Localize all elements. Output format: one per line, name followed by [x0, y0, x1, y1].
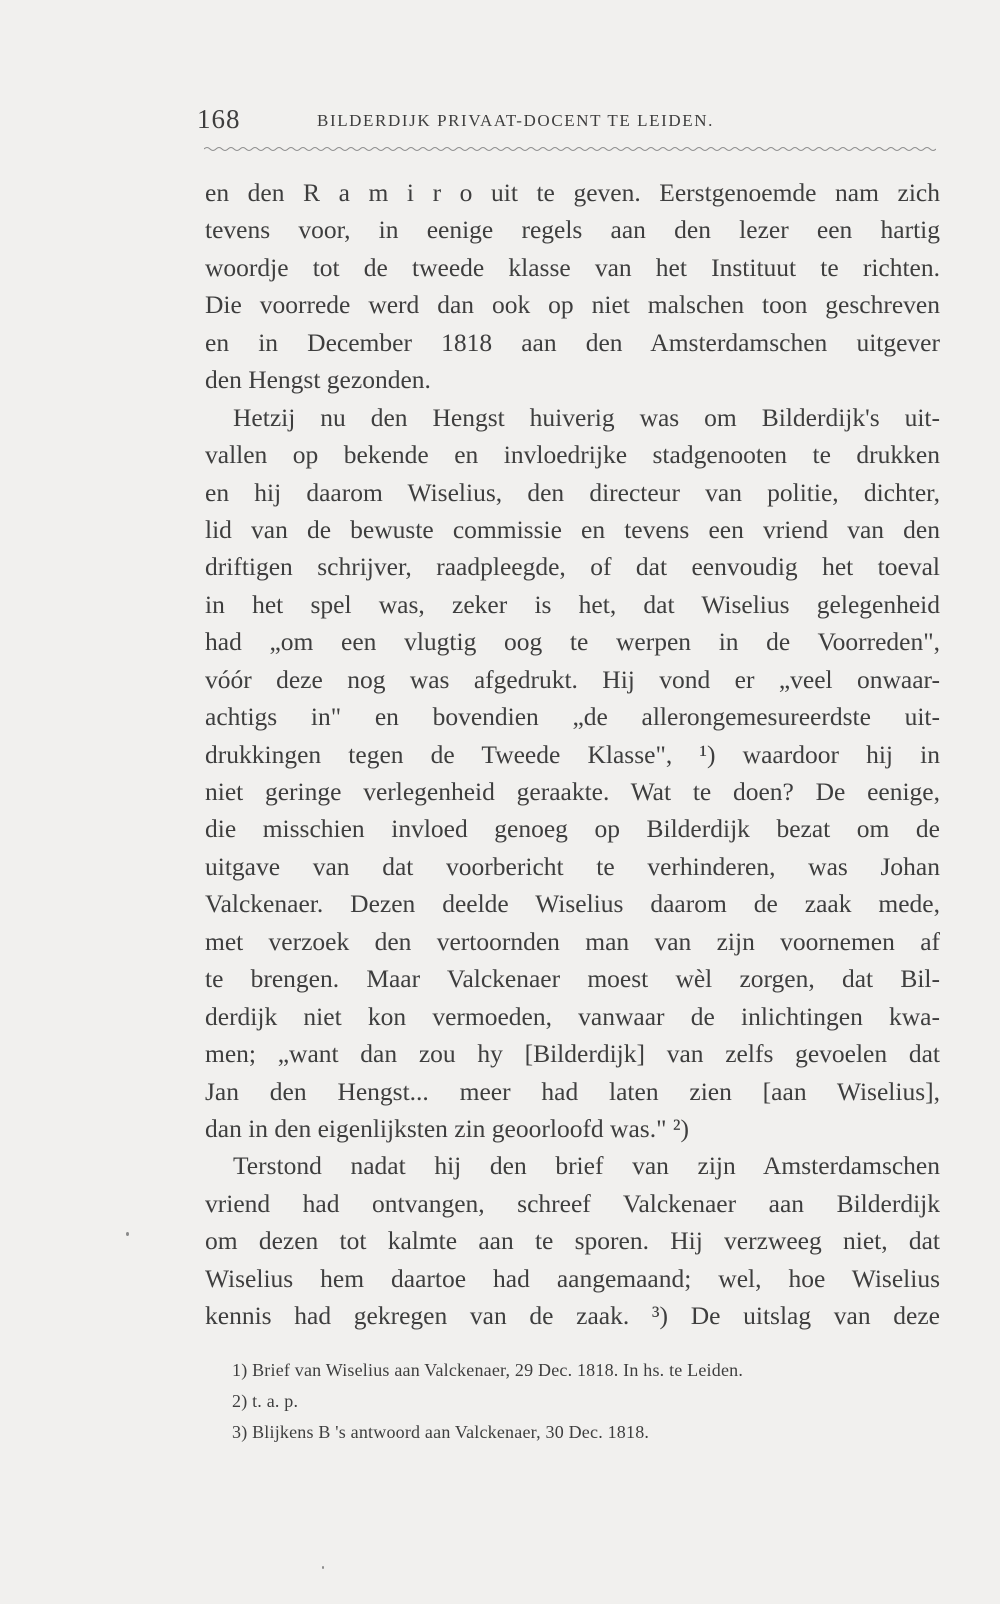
- text-line: Valckenaer. Dezen deelde Wiselius daarom de zaak mede,: [205, 889, 940, 919]
- paper-speck: [126, 1232, 129, 1236]
- text-line: met verzoek den vertoornden man van zijn voornemen af: [205, 926, 940, 956]
- text-line: in het spel was, zeker is het, dat Wiselius gelegenheid: [205, 589, 940, 619]
- text-line: en hij daarom Wiselius, den directeur van politie, dichter,: [205, 477, 940, 507]
- text-line: vallen op bekende en invloedrijke stadgenooten te drukken: [205, 440, 940, 470]
- text-line: drukkingen tegen de Tweede Klasse", ¹) waardoor hij in: [205, 739, 940, 769]
- text-line: den Hengst gezonden.: [205, 365, 431, 395]
- text-line: lid van de bewuste commissie en tevens een vriend van den: [205, 514, 940, 544]
- text-line: had „om een vlugtig oog te werpen in de Voorreden",: [205, 627, 940, 657]
- text-line: driftigen schrijver, raadpleegde, of dat eenvoudig het toeval: [205, 552, 940, 582]
- footnote: 1) Brief van Wiselius aan Valckenaer, 29 Dec. 1818. In hs. te Leiden.: [232, 1360, 744, 1380]
- text-line: dan in den eigenlijksten zin geoorloofd was." ²): [205, 1113, 690, 1143]
- text-line: kennis had gekregen van de zaak. ³) De uitslag van deze: [205, 1301, 940, 1331]
- text-line: vóór deze nog was afgedrukt. Hij vond er „veel onwaar-: [205, 664, 940, 694]
- footnotes: [232, 1355, 937, 1448]
- text-line: Terstond nadat hij den brief van zijn Amsterdamschen: [233, 1151, 940, 1181]
- text-line: en den R a m i r o uit te geven. Eerstgenoemde nam zich: [205, 178, 940, 207]
- page-number: 168: [197, 104, 241, 134]
- running-title: BILDERDIJK PRIVAAT-DOCENT TE LEIDEN.: [317, 111, 714, 130]
- text-line: en in December 1818 aan den Amsterdamschen uitgever: [205, 327, 940, 357]
- body-text: [205, 174, 940, 1335]
- text-line: men; „want dan zou hy [Bilderdijk] van zelfs gevoelen dat: [205, 1039, 940, 1069]
- text-line: te brengen. Maar Valckenaer moest wèl zorgen, dat Bil-: [205, 964, 940, 994]
- text-line: Wiselius hem daartoe had aangemaand; wel, hoe Wiselius: [205, 1263, 940, 1293]
- text-line: woordje tot de tweede klasse van het Instituut te richten.: [205, 252, 940, 282]
- text-line: tevens voor, in eenige regels aan den lezer een hartig: [205, 215, 940, 245]
- footnote: 3) Blijkens B 's antwoord aan Valckenaer, 30 Dec. 1818.: [232, 1422, 650, 1442]
- footnote: 2) t. a. p.: [232, 1391, 299, 1411]
- text-line: Hetzij nu den Hengst huiverig was om Bilderdijk's uit-: [233, 402, 940, 432]
- text-line: derdijk niet kon vermoeden, vanwaar de inlichtingen kwa-: [205, 1001, 940, 1031]
- text-line: niet geringe verlegenheid geraakte. Wat te doen? De eenige,: [205, 777, 940, 806]
- text-line: Jan den Hengst... meer had laten zien [aan Wiselius],: [205, 1076, 940, 1106]
- text-line: vriend had ontvangen, schreef Valckenaer aan Bilderdijk: [205, 1188, 940, 1218]
- text-line: Die voorrede werd dan ook op niet malschen toon geschreven: [205, 290, 940, 320]
- text-line: uitgave van dat voorbericht te verhinderen, was Johan: [205, 851, 940, 881]
- text-line: om dezen tot kalmte aan te sporen. Hij verzweeg niet, dat: [205, 1226, 940, 1256]
- page-header: [197, 104, 937, 136]
- header-wavy-rule: [204, 145, 936, 153]
- text-line: die misschien invloed genoeg op Bilderdijk bezat om de: [205, 814, 940, 844]
- paper-speck: [322, 1566, 324, 1569]
- text-line: achtigs in" en bovendien „de allerongemesureerdste uit-: [205, 702, 940, 732]
